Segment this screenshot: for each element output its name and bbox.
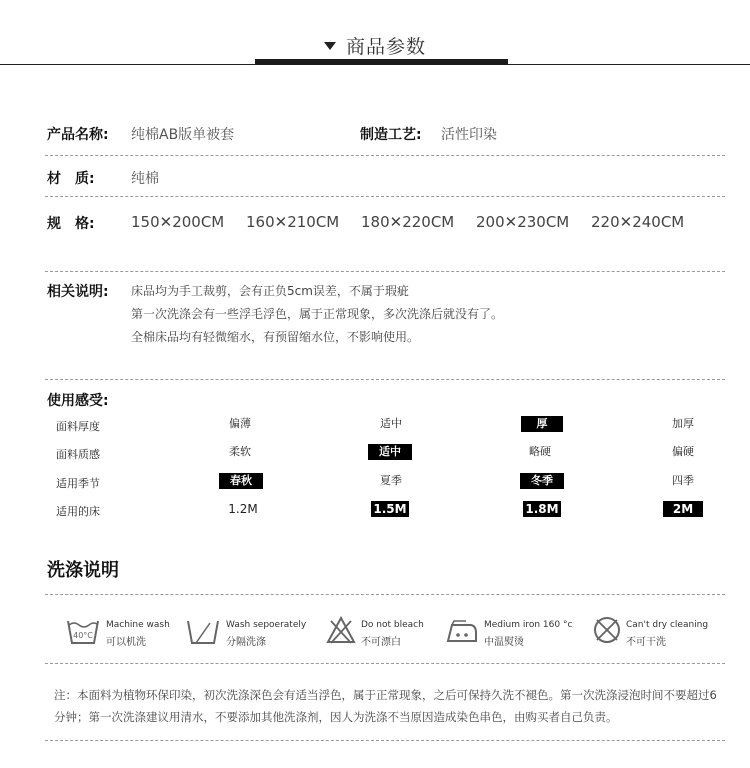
product-name-value: 纯棉AB版单被套 xyxy=(131,127,235,143)
spec-value: 160✕210CM xyxy=(246,213,340,231)
material-value: 纯棉 xyxy=(131,171,159,187)
feel-option: 偏硬 xyxy=(672,445,694,458)
feel-row-name: 面料质感 xyxy=(56,448,100,461)
spec-value: 180✕220CM xyxy=(361,213,455,231)
divider xyxy=(45,155,725,156)
machine-wash-40-icon xyxy=(66,615,100,647)
feel-label: 使用感受: xyxy=(47,393,109,409)
feel-option: 夏季 xyxy=(380,474,402,487)
divider xyxy=(45,594,725,595)
feel-option: 偏薄 xyxy=(229,417,251,430)
feel-option: 柔软 xyxy=(229,445,251,458)
feel-option: 略硬 xyxy=(529,445,551,458)
care-item: Medium iron 160 °c 中温熨烫 xyxy=(446,615,576,649)
divider xyxy=(45,271,725,272)
spec-value: 200✕230CM xyxy=(476,213,570,231)
wash-separately-icon xyxy=(186,615,220,647)
note-line: 床品均为手工裁剪，会有正负5cm误差，不属于瑕疵 xyxy=(131,284,409,298)
feel-option: 四季 xyxy=(672,474,694,487)
header-accent-bar xyxy=(255,59,508,65)
note-line: 全棉床品均有轻微缩水，有预留缩水位，不影响使用。 xyxy=(131,330,420,344)
feel-option: 1.2M xyxy=(228,502,258,516)
no-dry-clean-icon xyxy=(592,615,622,645)
triangle-down-icon xyxy=(324,42,336,50)
feel-option-selected: 厚 xyxy=(521,416,563,432)
notes-label: 相关说明: xyxy=(47,284,109,300)
feel-row-name: 面料厚度 xyxy=(56,420,100,433)
svg-text:40°C: 40°C xyxy=(73,631,93,640)
section-title: 商品参数 xyxy=(0,32,750,59)
feel-option-selected: 2M xyxy=(663,501,703,517)
medium-iron-icon xyxy=(446,615,478,645)
feel-option-selected: 春秋 xyxy=(219,473,263,489)
craft-label: 制造工艺: xyxy=(360,127,422,143)
divider xyxy=(45,663,725,664)
feel-row-name: 适用的床 xyxy=(56,505,100,518)
divider xyxy=(45,379,725,380)
footnote: 注：本面料为植物环保印染，初次洗涤深色会有适当浮色，属于正常现象，之后可保持久洗不褪色。第一次洗涤浸泡时间不要超过6分钟；第一次洗涤建议用清水，不要添加其他洗涤剂，因人为洗涤不当原因造成染色串色，由购买者自己负责。 xyxy=(54,688,717,724)
material-label: 材 质: xyxy=(47,171,95,187)
divider xyxy=(45,196,725,197)
spec-value: 220✕240CM xyxy=(591,213,685,231)
note-line: 第一次洗涤会有一些浮毛浮色，属于正常现象，多次洗涤后就没有了。 xyxy=(131,307,504,321)
care-item: Wash sepoerately 分隔洗涤 xyxy=(186,615,316,649)
spec-value: 150✕200CM xyxy=(131,213,225,231)
product-name-label: 产品名称: xyxy=(47,127,109,143)
spec-label: 规 格: xyxy=(47,216,95,232)
care-item: Do not bleach 不可漂白 xyxy=(326,615,436,649)
care-item: Can't dry cleaning 不可干洗 xyxy=(592,615,722,649)
feel-option-selected: 冬季 xyxy=(520,473,564,489)
care-item: 40°C Machine wash 可以机洗 xyxy=(66,615,186,649)
feel-option-selected: 1.8M xyxy=(523,501,561,517)
washing-title: 洗涤说明 xyxy=(47,560,119,581)
feel-option-selected: 1.5M xyxy=(371,501,409,517)
craft-value: 活性印染 xyxy=(441,127,497,143)
no-bleach-icon xyxy=(326,615,356,645)
feel-row-name: 适用季节 xyxy=(56,477,100,490)
feel-option: 加厚 xyxy=(672,417,694,430)
divider xyxy=(45,740,725,741)
feel-option-selected: 适中 xyxy=(368,444,412,460)
feel-option: 适中 xyxy=(380,417,402,430)
